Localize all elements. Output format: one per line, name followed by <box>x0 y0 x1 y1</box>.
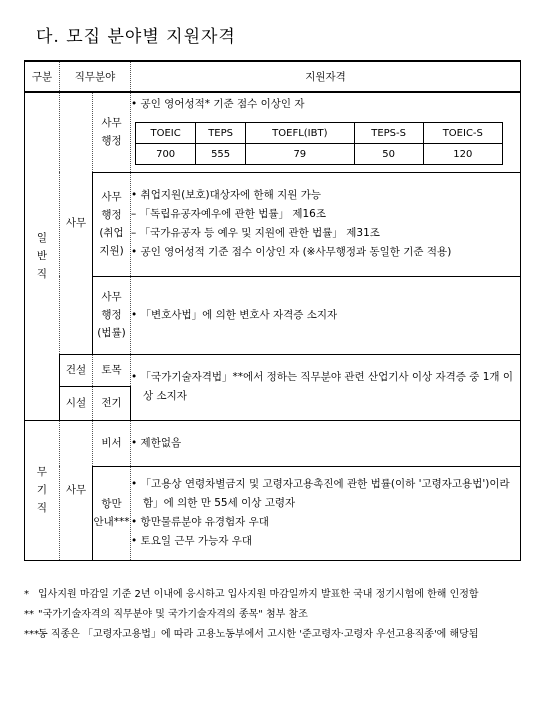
qualification-line: • 공인 영어성적* 기준 점수 이상인 자 <box>131 98 305 111</box>
score-value: 50 <box>354 144 423 165</box>
qualification-line: – 「독립유공자예우에 관한 법률」 제16조 <box>131 208 326 220</box>
sub-office-admin-employment <box>93 172 131 276</box>
qualification-line: • 「고용상 연령차별금지 및 고령자고용촉진에 관한 법률(이하 '고령자고용법')이라 함」에 의한 만 55세 이상 고령자 <box>131 478 510 509</box>
score-header-row <box>136 123 503 144</box>
job-facility: 시설 <box>60 386 93 420</box>
qualification-office-admin <box>131 92 521 172</box>
sub-label: 행정 <box>101 309 122 321</box>
sub-label: 지원) <box>99 245 124 257</box>
sub-label: 사무 <box>101 291 122 303</box>
job-indefinite-office: 사무 <box>60 420 93 560</box>
qualification-line: • 공인 영어성적 기준 점수 이상인 자 (※사무행정과 동일한 기준 적용) <box>131 246 452 258</box>
category-char: 직 <box>36 268 48 281</box>
sub-civil: 토목 <box>93 354 131 386</box>
sub-label: 행정 <box>101 135 122 148</box>
footnote <box>24 625 521 645</box>
qualification-technical <box>131 354 521 420</box>
sub-secretary: 비서 <box>93 420 131 466</box>
table-row <box>25 354 521 386</box>
qualification-line: • 토요일 근무 가능자 우대 <box>131 535 252 547</box>
sub-label: 안내*** <box>93 516 130 528</box>
score-header: TEPS <box>196 123 246 144</box>
header-category: 구분 <box>25 61 60 92</box>
qualification-line: – 「국가유공자 등 예우 및 지원에 관한 법률」 제31조 <box>131 227 380 239</box>
score-header: TOEIC <box>136 123 196 144</box>
footnote-mark: ** <box>24 609 34 620</box>
sub-office-admin <box>93 92 131 172</box>
header-qualification: 지원자격 <box>131 61 521 92</box>
qualification-line: • 「국가기술자격법」**에서 정하는 직무분야 관련 산업기사 이상 자격증 중 1개 이상 소지자 <box>131 371 514 402</box>
table-header-row <box>25 61 521 92</box>
section-title: 다. 모집 분야별 지원자격 <box>36 27 236 47</box>
footnote-mark: * <box>24 589 29 600</box>
sub-label: (취업 <box>99 227 124 239</box>
footnote <box>24 605 521 625</box>
score-header: TOEFL(IBT) <box>246 123 355 144</box>
english-score-table <box>135 122 503 165</box>
category-char: 일 <box>36 232 48 245</box>
qualification-line: • 제한없음 <box>131 436 182 449</box>
score-header: TEPS-S <box>354 123 423 144</box>
footnote-text: 입사지원 마감일 기준 2년 이내에 응시하고 입사지원 마감일까지 발표한 국내 정기시험에 한해 인정함 <box>38 589 479 600</box>
qualification-line: • 취업지원(보호)대상자에 한해 지원 가능 <box>131 189 322 201</box>
job-construction: 건설 <box>60 354 93 386</box>
qualification-table <box>24 60 521 561</box>
category-char: 기 <box>36 484 48 496</box>
category-char: 직 <box>36 502 48 514</box>
score-header: TOEIC-S <box>423 123 502 144</box>
table-row <box>25 466 521 560</box>
header-job-field: 직무분야 <box>60 61 131 92</box>
category-general <box>25 92 60 420</box>
table-row <box>25 276 521 354</box>
category-char: 반 <box>36 250 48 263</box>
footnotes <box>24 585 521 645</box>
table-row <box>25 172 521 276</box>
score-value: 700 <box>136 144 196 165</box>
footnote <box>24 585 521 605</box>
sub-label: 사무 <box>101 117 122 130</box>
sub-label: (법률) <box>97 327 126 339</box>
sub-label: 사무 <box>101 191 122 203</box>
score-value: 120 <box>423 144 502 165</box>
qualification-office-admin-law <box>131 276 521 354</box>
table-row <box>25 420 521 466</box>
footnote-text: "국가기술자격의 직무분야 및 국가기술자격의 종목" 첨부 참조 <box>38 609 308 620</box>
sub-label: 항만 <box>101 498 122 510</box>
sub-label: 행정 <box>101 209 122 221</box>
qualification-office-admin-employment <box>131 172 521 276</box>
score-value: 79 <box>246 144 355 165</box>
qualification-secretary <box>131 420 521 466</box>
category-indefinite <box>25 420 60 560</box>
qualification-line: • 「변호사법」에 의한 변호사 자격증 소지자 <box>131 308 338 321</box>
sub-office-admin-law <box>93 276 131 354</box>
qualification-line: • 항만물류분야 유경험자 우대 <box>131 516 269 528</box>
sub-port-guide <box>93 466 131 560</box>
score-value-row <box>136 144 503 165</box>
qualification-port-guide <box>131 466 521 560</box>
sub-electric: 전기 <box>93 386 131 420</box>
score-value: 555 <box>196 144 246 165</box>
table-row <box>25 92 521 172</box>
footnote-text: 동 직종은 「고령자고용법」에 따라 고용노동부에서 고시한 '준고령자·고령자 우선고용직종'에 해당됨 <box>38 629 479 640</box>
job-general-office: 사무 <box>60 92 93 354</box>
category-char: 무 <box>36 466 48 478</box>
footnote-mark: *** <box>24 629 39 640</box>
